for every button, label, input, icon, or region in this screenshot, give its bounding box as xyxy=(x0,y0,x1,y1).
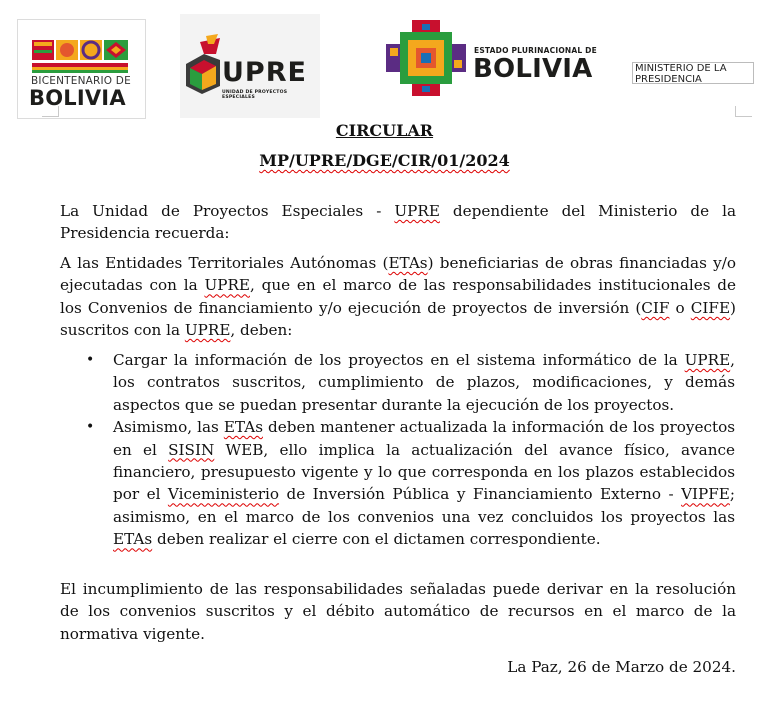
paragraph-warning: El incumplimiento de las responsabilidades señaladas puede derivar en la resolución de los convenios suscritos y el débito automático de recursos en el marco de la normativa vigente. xyxy=(60,580,736,643)
estado-caption-line2: BOLIVIA xyxy=(473,54,593,84)
text-run: ) beneficiarias de obras financiadas y/o ejecutadas con la xyxy=(60,254,736,295)
text-run: La Unidad de Proyectos Especiales - xyxy=(60,202,395,220)
bicentenario-caption-line2: BOLIVIA xyxy=(29,86,126,110)
ministerio-label: MINISTERIO DE LA PRESIDENCIA xyxy=(632,62,754,84)
text-run: deben mantener actualizada la información de los proyectos en el xyxy=(113,418,736,459)
closing-date: La Paz, 26 de Marzo de 2024. xyxy=(507,658,736,676)
text-run: Viceministerio xyxy=(167,485,280,504)
text-run: , que en el marco de las responsabilidades institucionales de los Convenios de financiamiento y/o ejecución de proyectos de inversión ( xyxy=(60,276,737,317)
list-item xyxy=(86,416,736,550)
text-run: Asimismo, las xyxy=(113,418,224,437)
paragraph-entities xyxy=(60,252,736,342)
text-run: ETAs xyxy=(388,254,428,272)
margin-corner-mark xyxy=(735,106,752,117)
text-run: Cargar la información de los proyectos en el sistema informático de la xyxy=(113,351,685,369)
text-run: UPRE xyxy=(184,321,231,340)
text-run: UPRE xyxy=(684,351,731,369)
text-run: A las Entidades Territoriales Autónomas ( xyxy=(60,254,389,272)
text-run: VIPFE xyxy=(681,485,730,504)
text-run: deben realizar el cierre con el dictamen correspondiente. xyxy=(152,530,601,549)
text-run: ) suscritos con la xyxy=(60,298,736,340)
bicentenario-logo xyxy=(17,19,146,119)
text-run: UPRE xyxy=(204,276,250,295)
document-title: CIRCULAR xyxy=(335,121,434,140)
upre-logo xyxy=(180,14,320,118)
chakana-emblem-icon xyxy=(382,18,472,98)
text-run: CIFE xyxy=(690,298,731,317)
margin-corner-mark xyxy=(42,106,59,117)
text-run: de Inversión Pública y Financiamiento Externo - xyxy=(279,485,682,504)
text-run: ; asimismo, en el marco de los convenios una vez concluidos los proyectos las xyxy=(113,485,735,526)
obligations-list xyxy=(86,349,736,551)
list-item xyxy=(86,349,735,416)
text-run: , deben: xyxy=(230,321,293,340)
text-run: o xyxy=(669,298,691,317)
text-run: , los contratos suscritos, cumplimiento de plazos, modificaciones, y demás aspectos que se puedan presentar durante la ejecución de los proyectos. xyxy=(113,351,735,414)
bicentenario-caption-line1: BICENTENARIO DE xyxy=(31,75,131,87)
document-code-text: MP/UPRE/DGE/CIR/01/2024 xyxy=(259,151,510,170)
text-run: ETAs xyxy=(223,418,263,437)
text-run: WEB, ello implica la actualización del avance físico, avance financiero, presupuesto vigente y lo que corresponda en los plazos establecidos por el xyxy=(113,440,736,504)
text-run: dependiente del Ministerio de la Presidencia recuerda: xyxy=(60,202,736,243)
upre-subtitle: UNIDAD DE PROYECTOS ESPECIALES xyxy=(222,90,288,100)
upre-wordmark: UPRE xyxy=(222,57,307,88)
document-code xyxy=(0,151,769,170)
bullet-icon: • xyxy=(86,419,95,436)
text-run: UPRE xyxy=(394,202,440,220)
text-run: CIF xyxy=(641,298,670,317)
text-run: SISIN xyxy=(168,440,215,459)
bullet-icon: • xyxy=(86,352,95,368)
estado-caption-line1: ESTADO PLURINACIONAL DE xyxy=(474,46,597,55)
estado-plurinacional-logo xyxy=(382,18,607,98)
text-run: ETAs xyxy=(113,530,153,549)
paragraph-intro xyxy=(60,200,736,245)
